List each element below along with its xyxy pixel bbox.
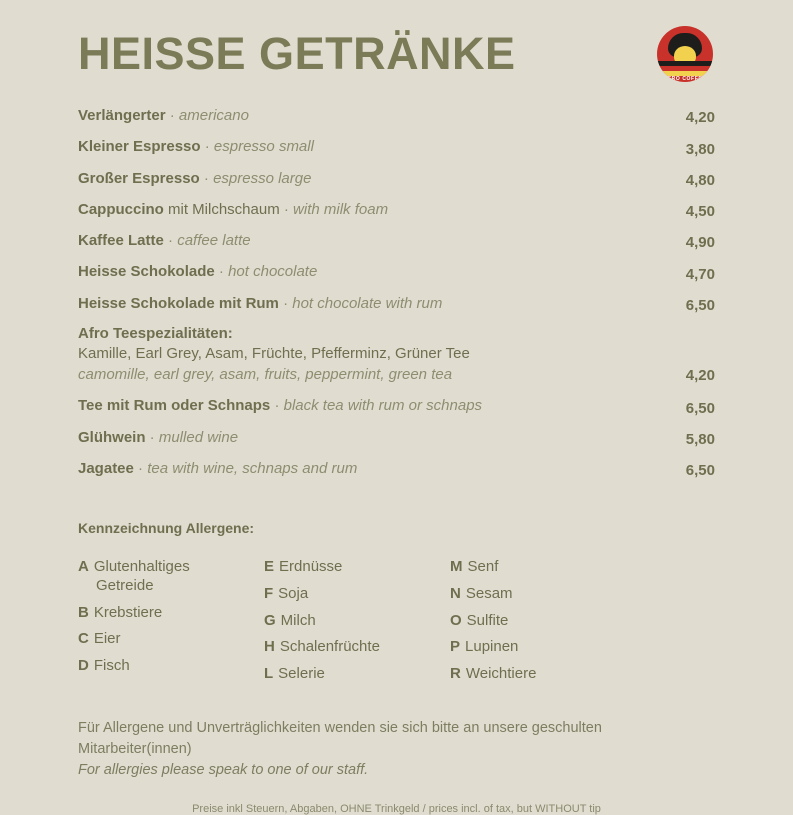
tea-list-en: camomille, earl grey, asam, fruits, peppermint, green tea <box>78 365 453 383</box>
menu-item-separator: · <box>203 169 209 187</box>
menu-item-name-en: black tea with rum or schnaps <box>283 397 483 415</box>
allergen-code: F <box>264 584 274 602</box>
menu-item-separator: · <box>169 107 175 124</box>
afro-coffee-logo-icon <box>657 26 713 82</box>
price-disclaimer: Preise inkl Steuern, Abgaben, OHNE Trinkgeld / prices incl. of tax, but WITHOUT tip <box>192 802 601 815</box>
tea-heading: Afro Teespezialitäten: <box>78 325 233 343</box>
menu-item-price: 4,20 <box>685 109 715 127</box>
menu-item-name-de: Kleiner Espresso <box>78 138 201 156</box>
menu-item <box>78 256 715 287</box>
allergen-label: Selerie <box>278 665 325 683</box>
allergy-notes <box>78 718 715 781</box>
allergen-code: E <box>264 558 275 576</box>
allergen-label: Milch <box>280 611 316 629</box>
menu-item-names <box>78 427 238 448</box>
menu-item-name-en: espresso small <box>213 138 314 156</box>
menu-item-name-en: americano <box>178 107 249 124</box>
menu-item-names <box>78 261 317 282</box>
allergen-code: H <box>264 638 275 656</box>
menu-item <box>78 390 715 421</box>
allergen-item <box>264 585 450 604</box>
menu-item-tea <box>78 319 715 390</box>
page-title: HEISSE GETRÄNKE <box>78 28 516 80</box>
allergen-code: L <box>264 665 274 683</box>
allergens-section <box>78 520 715 692</box>
allergen-item <box>78 558 264 596</box>
allergen-label-continued: Getreide <box>96 576 154 594</box>
logo-brand-text: AFRO COFFEE <box>663 76 707 82</box>
menu-item-name-en: caffee latte <box>177 232 251 250</box>
menu-item <box>78 194 715 225</box>
allergen-item <box>450 665 636 684</box>
allergen-code: R <box>450 665 461 683</box>
allergen-item <box>450 558 636 577</box>
menu-item-separator: · <box>283 200 289 218</box>
menu-item-name-de: Verlängerter <box>78 107 166 124</box>
menu-item-name-en: espresso large <box>213 169 312 187</box>
tea-list-de: Kamille, Earl Grey, Asam, Früchte, Pfefferminz, Grüner Tee <box>78 345 470 363</box>
menu-item <box>78 225 715 256</box>
allergen-code: B <box>78 603 89 621</box>
menu-item-price: 4,50 <box>685 203 715 221</box>
menu-item-name-de: Glühwein <box>78 428 146 446</box>
allergen-column-2 <box>264 558 450 692</box>
allergen-label: Schalenfrüchte <box>279 638 380 656</box>
allergen-label: Sesam <box>465 584 513 602</box>
menu-item-name-de: Heisse Schokolade <box>78 263 215 281</box>
allergy-note-en: For allergies please speak to one of our staff. <box>78 761 369 778</box>
allergen-label: Sulfite <box>466 611 509 629</box>
menu-item <box>78 100 715 131</box>
allergen-label: Senf <box>467 558 499 576</box>
menu-item-name-en: hot chocolate <box>228 263 318 281</box>
menu-item-names <box>78 458 357 479</box>
allergen-label: Glutenhaltiges <box>93 558 190 576</box>
menu-item-name-en: tea with wine, schnaps and rum <box>147 459 358 477</box>
allergen-item <box>264 612 450 631</box>
menu-item-name-en: with milk foam <box>293 200 389 218</box>
allergy-note-de-line1: Für Allergene und Unverträglichkeiten wenden sie sich bitte an unsere geschulten <box>78 719 602 736</box>
menu-item-price: 4,80 <box>685 171 715 189</box>
menu-item-price: 4,20 <box>685 367 715 385</box>
menu-item-separator: · <box>138 459 144 477</box>
menu-item-separator: · <box>218 263 224 281</box>
menu-item <box>78 163 715 194</box>
menu-item <box>78 422 715 453</box>
allergen-code: D <box>78 657 89 675</box>
allergen-code: A <box>78 558 89 576</box>
allergy-note-de-line2: Mitarbeiter(innen) <box>78 740 192 757</box>
allergen-label: Krebstiere <box>93 603 163 621</box>
menu-item-price: 6,50 <box>685 297 715 315</box>
menu-item-name-de: Heisse Schokolade mit Rum <box>78 294 279 312</box>
allergens-title: Kennzeichnung Allergene: <box>78 520 255 537</box>
allergen-label: Eier <box>93 630 121 648</box>
menu-item-separator: · <box>149 428 155 446</box>
page-header <box>78 0 715 82</box>
allergen-item <box>264 638 450 657</box>
menu-item <box>78 453 715 484</box>
allergen-label: Weichtiere <box>465 665 537 683</box>
allergen-item <box>264 558 450 577</box>
allergen-code: N <box>450 584 461 602</box>
allergen-code: M <box>450 558 463 576</box>
allergen-item <box>450 612 636 631</box>
menu-item <box>78 288 715 319</box>
menu-item-separator: · <box>204 138 210 156</box>
menu-item-name-de: Cappuccino <box>78 200 164 218</box>
allergen-item <box>78 657 264 676</box>
menu-item-price: 6,50 <box>685 462 715 480</box>
allergen-code: G <box>264 611 276 629</box>
menu-item-names <box>78 199 388 220</box>
menu-item-price: 4,90 <box>685 234 715 252</box>
menu-item-price: 6,50 <box>685 399 715 417</box>
menu-item-names <box>78 230 251 251</box>
menu-item-name-de: Großer Espresso <box>78 169 200 187</box>
allergen-code: P <box>450 638 461 656</box>
menu-item-name-de: Jagatee <box>78 459 134 477</box>
menu-item-names <box>78 293 442 314</box>
menu-item-price: 5,80 <box>685 430 715 448</box>
allergen-label: Soja <box>278 584 309 602</box>
allergen-label: Lupinen <box>465 638 519 656</box>
menu-item-separator: · <box>283 294 289 312</box>
menu-item-price: 4,70 <box>685 265 715 283</box>
menu-item-names <box>78 395 482 416</box>
allergen-label: Erdnüsse <box>279 558 343 576</box>
menu-item-name-en: mulled wine <box>158 428 239 446</box>
allergen-column-1 <box>78 558 264 692</box>
menu-item <box>78 131 715 162</box>
menu-item-names <box>78 105 249 126</box>
allergens-columns <box>78 558 715 692</box>
allergen-column-3 <box>450 558 636 692</box>
menu-item-names <box>78 136 314 157</box>
allergen-code: C <box>78 630 89 648</box>
allergen-item <box>450 638 636 657</box>
menu-item-price: 3,80 <box>685 140 715 158</box>
allergen-item <box>450 585 636 604</box>
allergen-code: O <box>450 611 462 629</box>
allergen-item <box>264 665 450 684</box>
allergen-item <box>78 630 264 649</box>
menu-item-separator: · <box>168 232 174 250</box>
menu-list <box>78 100 715 484</box>
allergen-item <box>78 604 264 623</box>
menu-item-names <box>78 168 311 189</box>
allergen-label: Fisch <box>93 657 130 675</box>
menu-item-name-de: Kaffee Latte <box>78 232 164 250</box>
menu-item-name-de: Tee mit Rum oder Schnaps <box>78 397 271 415</box>
menu-item-name-de-extra: mit Milchschaum <box>168 200 280 218</box>
menu-item-name-en: hot chocolate with rum <box>292 294 443 312</box>
menu-item-separator: · <box>274 397 280 415</box>
menu-item-names <box>78 324 470 385</box>
